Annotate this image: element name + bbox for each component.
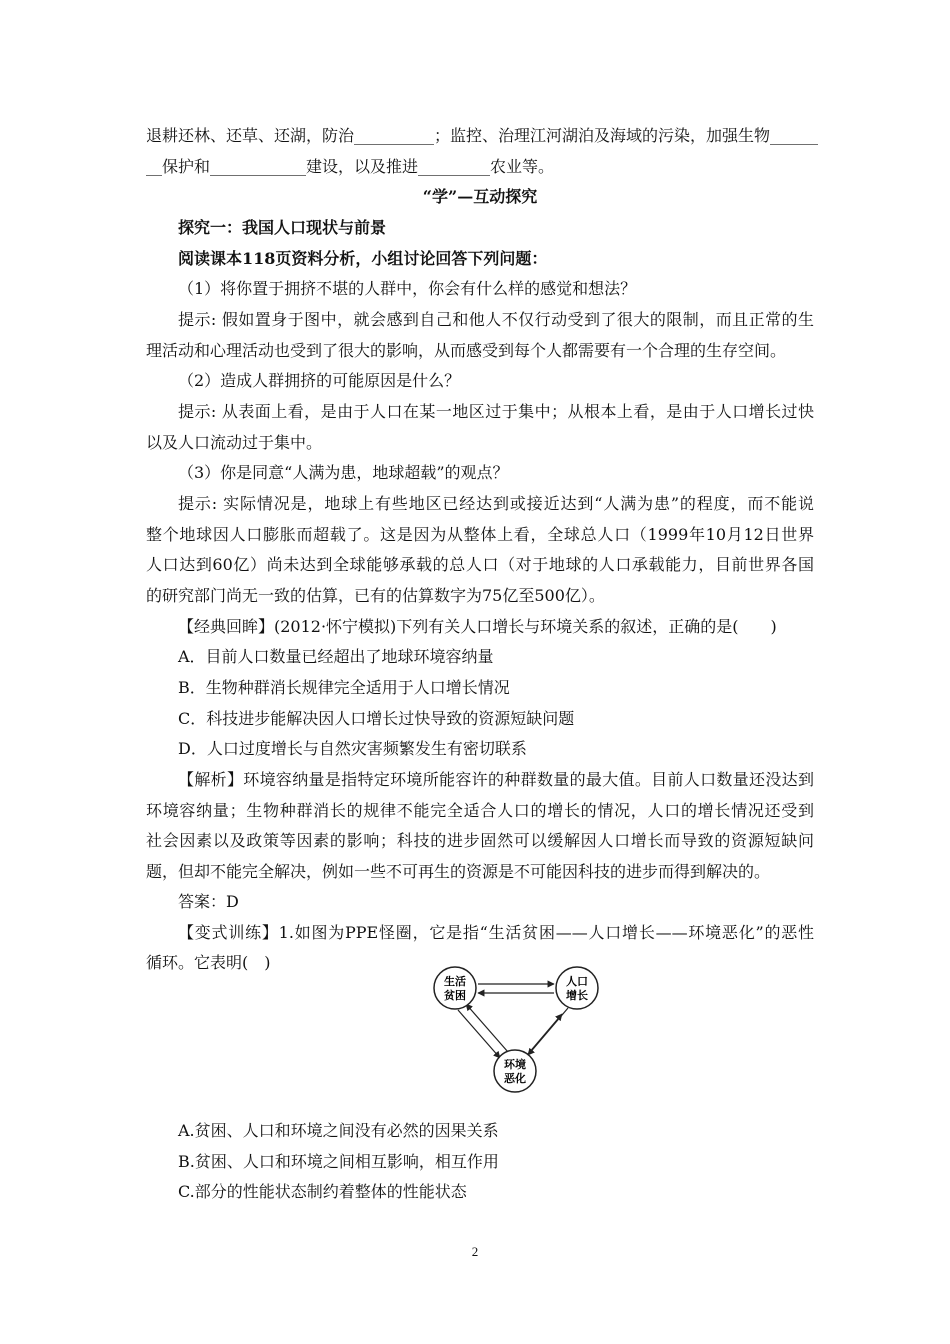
answer-2-line-2: 以及人口流动过于集中。: [146, 433, 323, 452]
question-1: （1）将你置于拥挤不堪的人群中，你会有什么样的感觉和想法？: [178, 279, 637, 298]
node-environment: [494, 1050, 536, 1092]
option-b: B．生物种群消长规律完全适用于人口增长情况: [178, 678, 510, 697]
answer-1-line-1: 提示: 假如置身于图中，就会感到自己和他人不仅行动受到了很大的限制，而且正常的生: [178, 310, 814, 329]
option-c: C．科技进步能解决因人口增长过快导致的资源短缺问题: [178, 709, 575, 728]
node-population-label-2: 增长: [566, 989, 588, 1002]
variation-line-1: 【变式训练】1.如图为PPE怪圈，它是指“生活贫困——人口增长——环境恶化”的恶性: [178, 923, 814, 942]
section-title: “学”—互动探究: [422, 187, 538, 206]
analysis-line-3: 社会因素以及政策等因素的影响；科技的进步固然可以缓解因人口增长而导致的资源短缺问: [146, 831, 814, 850]
arrow-population-to-environment: [528, 1008, 568, 1055]
question-3: （3）你是同意“人满为患，地球超载”的观点？: [178, 463, 509, 482]
classic-question: 【经典回眸】(2012·怀宁模拟)下列有关人口增长与环境关系的叙述，正确的是( ): [178, 617, 777, 636]
node-population-label-1: 人口: [566, 975, 588, 988]
text-line-1: 退耕还林、还草、还湖，防治__________；监控、治理江河湖泊及海域的污染，加强生物______: [146, 126, 819, 145]
question-2: （2）造成人群拥挤的可能原因是什么？: [178, 371, 461, 390]
arrow-environment-to-poverty: [466, 1004, 508, 1052]
analysis-line-4: 题，但却不能完全解决，例如一些不可再生的资源是不可能因科技的进步而得到解决的。: [146, 862, 771, 881]
variation-option-b: B.贫困、人口和环境之间相互影响，相互作用: [178, 1152, 499, 1171]
option-d: D．人口过度增长与自然灾害频繁发生有密切联系: [178, 739, 527, 758]
explore-title: 探究一：我国人口现状与前景: [178, 218, 387, 237]
analysis-line-2: 环境容纳量；生物种群消长的规律不能完全适合人口的增长的情况，人口的增长情况还受到: [146, 801, 814, 820]
answer-1-line-2: 理活动和心理活动也受到了很大的影响，从而感受到每个人都需要有一个合理的生存空间。: [146, 341, 787, 360]
answer-3-line-1: 提示: 实际情况是，地球上有些地区已经达到或接近达到“人满为患”的程度，而不能说: [178, 494, 814, 513]
option-a: A．目前人口数量已经超出了地球环境容纳量: [178, 647, 494, 666]
page-number: 2: [471, 1244, 479, 1259]
node-poverty-label-1: 生活: [444, 975, 466, 988]
read-instruction: 阅读课本118页资料分析，小组讨论回答下列问题：: [178, 249, 548, 268]
answer-3-line-3: 人口达到60亿）尚未达到全球能够承载的总人口（对于地球的人口承载能力，目前世界各国: [146, 555, 814, 574]
node-poverty: [434, 967, 476, 1009]
node-environment-label-1: 环境: [504, 1058, 526, 1071]
node-population: [556, 967, 598, 1009]
variation-option-a: A.贫困、人口和环境之间没有必然的因果关系: [178, 1121, 499, 1140]
answer-line: 答案：D: [178, 892, 239, 911]
answer-3-line-4: 的研究部门尚无一致的估算，已有的估算数字为75亿至500亿）。: [146, 586, 605, 605]
text-line-2: __保护和____________建设，以及推进_________农业等。: [146, 157, 555, 176]
variation-option-c: C.部分的性能状态制约着整体的性能状态: [178, 1182, 467, 1201]
answer-3-line-2: 整个地球因人口膨胀而超载了。这是因为从整体上看，全球总人口（1999年10月12日世界: [146, 525, 814, 544]
node-poverty-label-2: 贫困: [444, 989, 466, 1002]
analysis-line-1: 【解析】环境容纳量是指特定环境所能容许的种群数量的最大值。目前人口数量还没达到: [178, 770, 814, 789]
node-environment-label-2: 恶化: [504, 1072, 526, 1085]
ppe-cycle-diagram: [428, 962, 604, 1096]
arrow-poverty-to-environment: [458, 1010, 500, 1058]
answer-2-line-1: 提示: 从表面上看，是由于人口在某一地区过于集中；从根本上看，是由于人口增长过快: [178, 402, 814, 421]
variation-line-2: 循环。它表明( ): [146, 953, 271, 972]
